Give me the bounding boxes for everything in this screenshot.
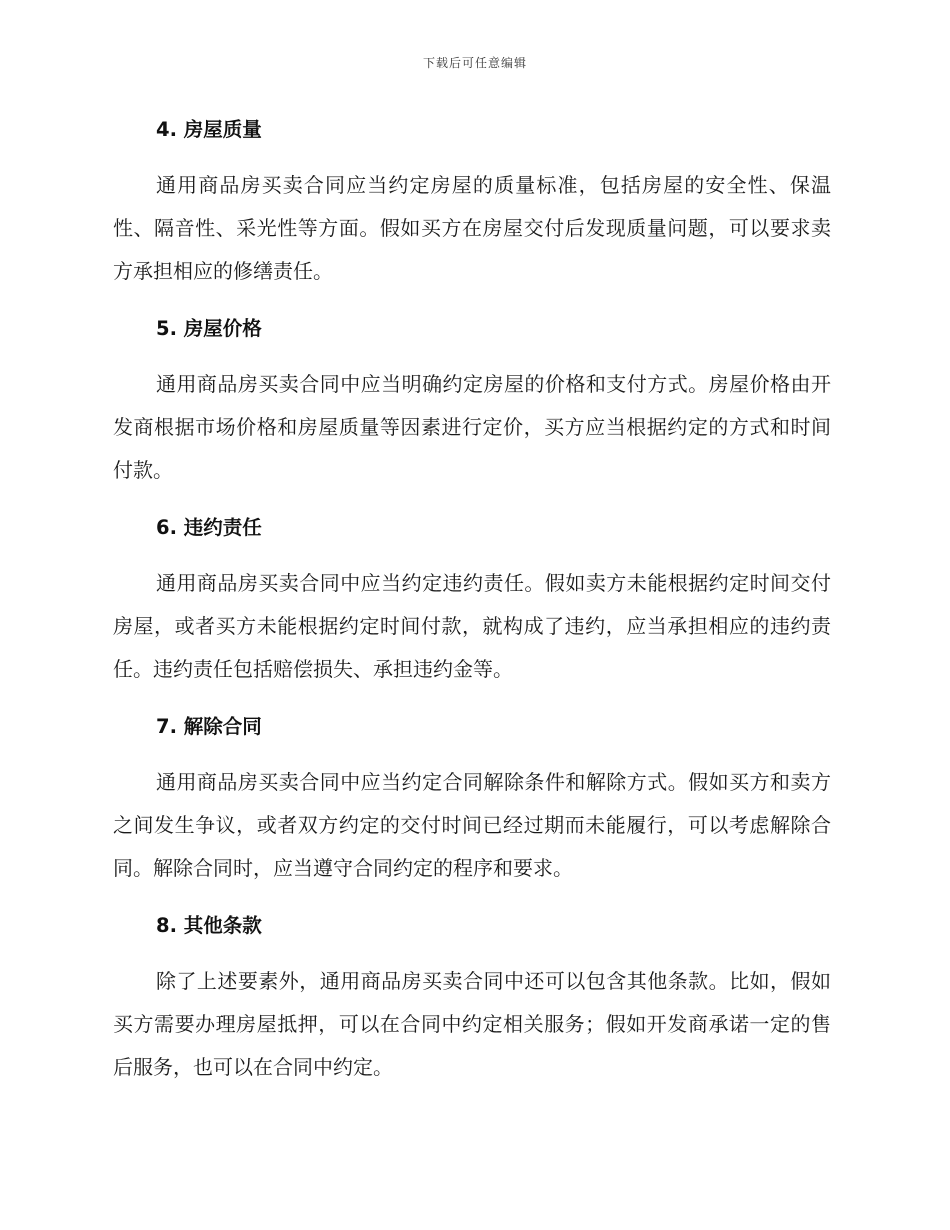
document-body xyxy=(113,112,831,1107)
section-heading: 8. 其他条款 xyxy=(156,914,262,937)
section-paragraph: 通用商品房买卖合同中应当约定违约责任。假如卖方未能根据约定时间交付房屋，或者买方未能根据约定时间付款，就构成了违约，应当承担相应的违约责任。违约责任包括赔偿损失、承担违约金等。 xyxy=(113,571,831,681)
section-paragraph: 通用商品房买卖合同中应当约定合同解除条件和解除方式。假如买方和卖方之间发生争议，或者双方约定的交付时间已经过期而未能履行，可以考虑解除合同。解除合同时，应当遵守合同约定的程序和要求。 xyxy=(113,770,831,880)
section-heading: 6. 违约责任 xyxy=(156,516,262,539)
section-breach-liability xyxy=(113,510,831,691)
section-house-quality xyxy=(113,112,831,293)
section-heading: 4. 房屋质量 xyxy=(156,118,262,141)
section-house-price xyxy=(113,311,831,492)
page-header: 下载后可任意编辑 xyxy=(422,56,527,70)
section-other-terms xyxy=(113,908,831,1089)
section-contract-termination xyxy=(113,709,831,890)
section-heading: 7. 解除合同 xyxy=(156,715,262,738)
section-paragraph: 通用商品房买卖合同应当约定房屋的质量标准，包括房屋的安全性、保温性、隔音性、采光性等方面。假如买方在房屋交付后发现质量问题，可以要求卖方承担相应的修缮责任。 xyxy=(113,173,831,283)
section-paragraph: 除了上述要素外，通用商品房买卖合同中还可以包含其他条款。比如，假如买方需要办理房屋抵押，可以在合同中约定相关服务；假如开发商承诺一定的售后服务，也可以在合同中约定。 xyxy=(113,969,831,1079)
section-paragraph: 通用商品房买卖合同中应当明确约定房屋的价格和支付方式。房屋价格由开发商根据市场价格和房屋质量等因素进行定价，买方应当根据约定的方式和时间付款。 xyxy=(113,372,831,482)
section-heading: 5. 房屋价格 xyxy=(156,317,262,340)
